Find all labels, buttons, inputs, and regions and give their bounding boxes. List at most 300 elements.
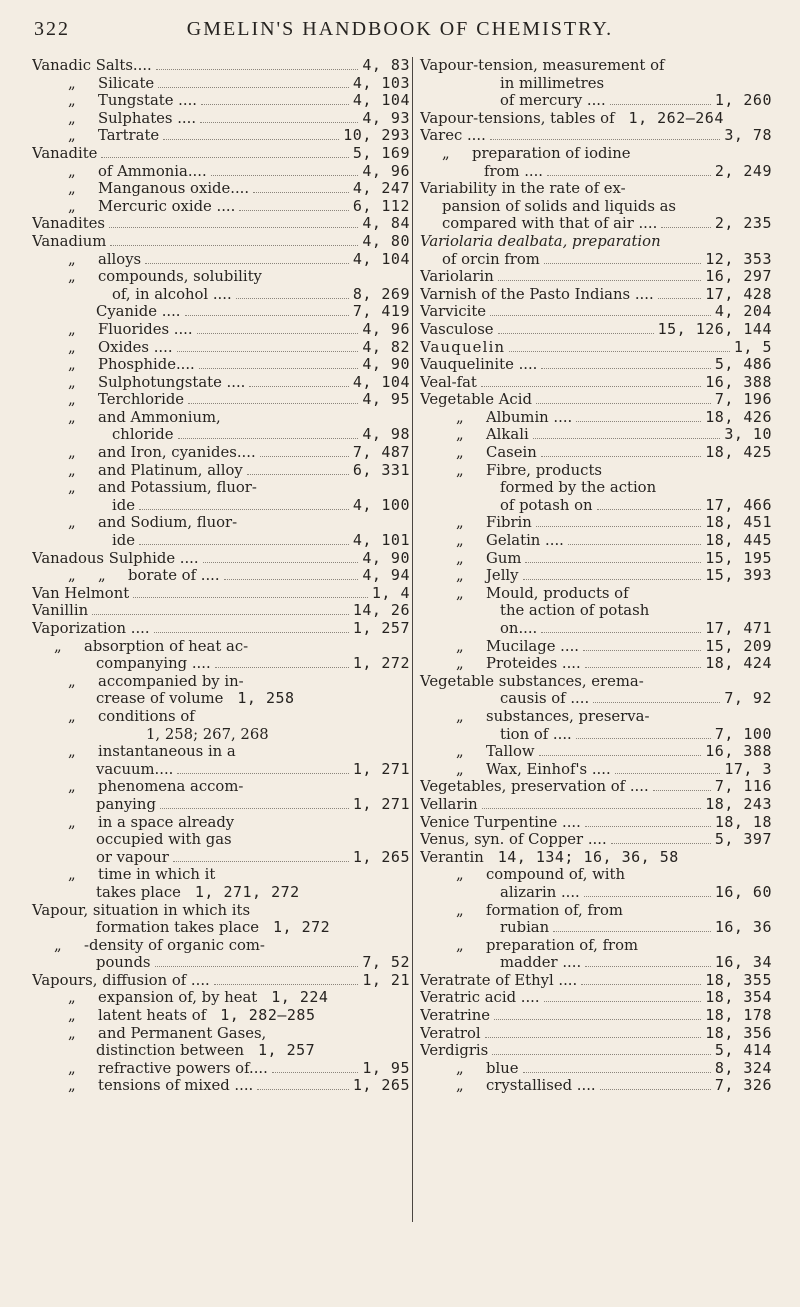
index-entry: [32, 620, 410, 638]
index-line: [420, 75, 772, 93]
entry-text: ide: [112, 532, 135, 550]
entry-text: and Iron, cyanides....: [98, 444, 256, 462]
entry-text: tensions of mixed ....: [98, 1077, 254, 1095]
entry-text: madder ....: [500, 954, 582, 972]
entry-text: distinction between: [96, 1042, 244, 1060]
entry-ref: 5, 486: [714, 356, 772, 374]
index-entry: „ alloys 4, 104: [68, 250, 410, 268]
entry-text: Veratrine: [420, 1007, 491, 1025]
index-line: „ and Potassium, fluor-: [68, 479, 257, 497]
index-entry: [32, 919, 410, 937]
index-line: [420, 479, 772, 497]
entry-text: Veal-fat: [420, 373, 477, 391]
entry-text: on....: [500, 620, 538, 637]
entry-text: Mercuric oxide ....: [98, 197, 236, 215]
entry-ref: 7, 92: [724, 690, 772, 708]
entry-ref: 4, 83: [362, 57, 410, 74]
entry-text: Gelatin ....: [486, 532, 564, 550]
entry-ref: 4, 98: [362, 426, 410, 444]
index-entry: „ latent heats of 1, 282—285: [68, 1007, 316, 1025]
index-entry: „ crystallised .... 7, 326: [456, 1077, 772, 1095]
index-entry: „ Silicate 4, 103: [68, 74, 410, 92]
index-entry: „ Proteides .... 18, 424: [456, 655, 772, 673]
entry-ref: 4, 104: [352, 373, 410, 391]
index-entry: [420, 778, 772, 796]
entry-text: Vasculose: [420, 320, 494, 338]
entry-text: Gum: [486, 549, 522, 567]
index-entry: „ Terchloride 4, 95: [68, 391, 410, 409]
index-entry: [420, 814, 772, 832]
entry-ref: 1, 21: [362, 971, 410, 989]
entry-ref: 1, 271, 272: [194, 883, 300, 901]
entry-text: preparation of, from: [486, 936, 639, 954]
entry-text: refractive powers of....: [98, 1059, 268, 1077]
entry-ref: 17, 428: [705, 285, 772, 303]
entry-text: the action of potash: [500, 602, 650, 620]
entry-text: Venice Turpentine ....: [420, 813, 581, 831]
entry-text: Vauquelin: [420, 338, 506, 356]
index-entry: [420, 110, 772, 128]
entry-ref: 4, 80: [362, 232, 410, 250]
entry-ref: 18, 425: [705, 444, 772, 462]
index-line: [32, 831, 410, 849]
index-entry: „ Mucilage .... 15, 209: [456, 637, 772, 655]
index-entry: [420, 303, 772, 321]
entry-text: Vanadites: [32, 215, 106, 233]
entry-text: Vapour-tension, measurement of: [420, 57, 665, 74]
entry-text: preparation of iodine: [472, 144, 631, 162]
index-entry: [420, 391, 772, 409]
entry-ref: 16, 60: [714, 883, 772, 901]
entry-text: Vapour-tensions, tables of: [420, 109, 615, 127]
entry-text: expansion of, by heat: [98, 989, 258, 1007]
entry-text: from ....: [484, 162, 544, 180]
entry-ref: 17, 466: [705, 496, 772, 514]
index-entry: [32, 1042, 410, 1060]
index-entry: [420, 1007, 772, 1025]
entry-ref: 4, 82: [362, 338, 410, 356]
entry-text: Van Helmont: [32, 584, 130, 602]
index-line: „ phenomena accom-: [68, 778, 244, 796]
entry-text: pansion of solids and liquids as: [442, 197, 677, 215]
entry-text: Jelly: [486, 567, 519, 585]
entry-ref: 4, 104: [352, 92, 410, 110]
entry-ref: 4, 96: [362, 320, 410, 338]
entry-text: Varvicite: [420, 303, 487, 321]
entry-ref: 2, 235: [714, 215, 772, 233]
entry-text: rubian: [500, 919, 550, 937]
entry-ref: 5, 414: [714, 1042, 772, 1060]
index-entry: [32, 796, 410, 814]
entry-ref: 1, 95: [362, 1059, 410, 1077]
entry-text: and Sodium, fluor-: [98, 514, 238, 532]
entry-text: Tartrate: [98, 127, 160, 145]
entry-ref: 1, 265: [352, 848, 410, 866]
entry-ref: 1, 224: [271, 989, 329, 1007]
index-line: [32, 902, 410, 920]
index-line: „ and Permanent Gases,: [68, 1024, 267, 1042]
index-entry: [32, 585, 410, 603]
entry-ref: 12, 353: [705, 250, 772, 268]
entry-text: Fibrin: [486, 514, 532, 532]
entry-text: alloys: [98, 250, 142, 268]
index-line: „ preparation of, from: [456, 936, 639, 954]
entry-ref: 15, 209: [705, 637, 772, 655]
entry-ref: 15, 126, 144: [657, 320, 772, 338]
entry-ref: 16, 388: [705, 743, 772, 761]
index-column-left: [32, 57, 410, 1095]
index-entry: „ blue 8, 324: [456, 1059, 772, 1077]
entry-text: formation of, from: [486, 901, 623, 919]
entry-ref: 1, 271: [352, 795, 410, 813]
entry-ref: 6, 331: [352, 461, 410, 479]
index-entry: „ Manganous oxide.... 4, 247: [68, 180, 410, 198]
entry-text: Venus, syn. of Copper ....: [420, 831, 607, 849]
index-entry: [32, 602, 410, 620]
entry-text: Mucilage ....: [486, 637, 580, 655]
index-line: [420, 233, 772, 251]
entry-text: accompanied by in-: [98, 672, 244, 690]
entry-text: Variability in the rate of ex-: [420, 180, 626, 198]
index-entry: [32, 426, 410, 444]
entry-text: companying ....: [96, 655, 211, 673]
entry-text: Varnish of the Pasto Indians ....: [420, 285, 654, 303]
entry-text: of orcin from: [442, 250, 540, 268]
entry-ref: 1, 258: [237, 690, 295, 708]
entry-ref: 14, 134; 16, 36, 58: [497, 848, 679, 866]
index-entry: [420, 92, 772, 110]
entry-ref: 5, 397: [714, 831, 772, 849]
index-entry: „ expansion of, by heat 1, 224: [68, 989, 329, 1007]
entry-text: chloride: [112, 426, 174, 444]
entry-ref: 7, 419: [352, 303, 410, 321]
index-column-right: [420, 57, 772, 1095]
entry-text: instantaneous in a: [98, 743, 236, 761]
entry-text: Veratric acid ....: [420, 989, 540, 1007]
entry-ref: 1, 4: [371, 584, 410, 602]
entry-ref: 16, 388: [705, 373, 772, 391]
index-entry: [420, 163, 772, 181]
index-entry: [420, 972, 772, 990]
entry-ref: 18, 178: [705, 1007, 772, 1025]
entry-ref: 4, 104: [352, 250, 410, 268]
entry-ref: 4, 90: [362, 549, 410, 567]
index-line: „ preparation of iodine: [442, 144, 631, 162]
entry-ref: 18, 426: [705, 408, 772, 426]
entry-text: Veratrate of Ethyl ....: [420, 971, 578, 989]
entry-ref: 18, 424: [705, 655, 772, 673]
entry-ref: 17, 3: [724, 760, 772, 778]
entry-ref: 2, 249: [714, 162, 772, 180]
entry-text: pounds: [96, 954, 151, 972]
index-line: „ and Sodium, fluor-: [68, 514, 238, 532]
index-entry: „ Gelatin .... 18, 445: [456, 532, 772, 550]
index-line: [420, 602, 772, 620]
entry-text: of Ammonia....: [98, 162, 207, 180]
entry-text: Vanillin: [32, 602, 89, 620]
entry-ref: 4, 94: [362, 567, 410, 585]
entry-text: tion of ....: [500, 725, 572, 743]
entry-text: Manganous oxide....: [98, 180, 250, 198]
entry-text: Verantin: [420, 848, 484, 866]
index-line: [420, 198, 772, 216]
entry-text: alizarin ....: [500, 883, 580, 901]
index-entry: [32, 145, 410, 163]
index-entry: [420, 831, 772, 849]
entry-ref: 5, 169: [352, 144, 410, 162]
entry-ref: 1, 271: [352, 760, 410, 778]
index-entry: [32, 532, 410, 550]
entry-text: Mould, products of: [486, 584, 629, 602]
index-entry: [32, 303, 410, 321]
entry-ref: 4, 101: [352, 532, 410, 550]
index-entry: [32, 690, 410, 708]
index-entry: „ Fibrin 18, 451: [456, 514, 772, 532]
index-line: „ and Ammonium,: [68, 408, 221, 426]
index-entry: [420, 849, 772, 867]
index-entry: [420, 884, 772, 902]
entry-text: absorption of heat ac-: [84, 637, 249, 655]
entry-text: and Permanent Gases,: [98, 1024, 267, 1042]
entry-ref: 7, 116: [714, 778, 772, 796]
index-entry: „ Alkali 3, 10: [456, 426, 772, 444]
index-line: [420, 57, 772, 75]
entry-text: Phosphide....: [98, 356, 195, 374]
index-entry: „ Phosphide.... 4, 90: [68, 356, 410, 374]
index-entry: [420, 989, 772, 1007]
index-entry: [420, 497, 772, 515]
page-header: [0, 12, 800, 42]
entry-ref: 4, 247: [352, 180, 410, 198]
entry-ref: 7, 487: [352, 444, 410, 462]
entry-ref: 6, 112: [352, 197, 410, 215]
index-entry: „ Tungstate .... 4, 104: [68, 92, 410, 110]
entry-text: Vegetable Acid: [420, 391, 532, 409]
entry-ref: 3, 10: [724, 426, 772, 444]
index-entry: „ Jelly 15, 393: [456, 567, 772, 585]
entry-ref: 4, 96: [362, 162, 410, 180]
entry-text: in millimetres: [500, 74, 605, 92]
entry-text: crystallised ....: [486, 1077, 596, 1095]
entry-ref: 14, 26: [352, 602, 410, 620]
page-title: GMELIN'S HANDBOOK OF CHEMISTRY.: [186, 18, 614, 40]
entry-text: phenomena accom-: [98, 778, 244, 796]
index-entry: „ Fluorides .... 4, 96: [68, 320, 410, 338]
entry-text: occupied with gas: [96, 831, 232, 849]
index-entry: „ Tartrate 10, 293: [68, 127, 410, 145]
index-entry: [420, 620, 772, 638]
index-entry: [420, 127, 772, 145]
entry-ref: 3, 78: [724, 127, 772, 145]
entry-ref: 4, 103: [352, 74, 410, 92]
entry-ref: 7, 52: [362, 954, 410, 972]
entry-text: Variolaria dealbata, preparation: [420, 232, 661, 250]
entry-text: Tungstate ....: [98, 92, 197, 110]
entry-ref: 18, 445: [705, 532, 772, 550]
entry-ref: 1, 262—264: [628, 109, 724, 127]
entry-text: Terchloride: [98, 391, 185, 409]
entry-text: Cyanide ....: [96, 303, 181, 321]
entry-text: Sulphates ....: [98, 109, 197, 127]
entry-text: substances, preserva-: [486, 707, 650, 725]
entry-ref: 16, 297: [705, 268, 772, 286]
entry-ref: 4, 95: [362, 391, 410, 409]
index-entry: „ Gum 15, 195: [456, 549, 772, 567]
entry-ref: 15, 393: [705, 567, 772, 585]
index-entry: [420, 796, 772, 814]
entry-ref: 1, 257: [352, 620, 410, 637]
entry-text: Fluorides ....: [98, 320, 193, 338]
entry-text: Vanadous Sulphide ....: [32, 549, 199, 567]
entry-ref: 1, 282—285: [220, 1007, 316, 1025]
entry-ref: 18, 451: [705, 514, 772, 532]
index-entry: [32, 497, 410, 515]
index-entry: „ tensions of mixed .... 1, 265: [68, 1077, 410, 1095]
entry-text: compounds, solubility: [98, 268, 262, 286]
entry-text: panying: [96, 795, 156, 813]
index-entry: [420, 339, 772, 357]
index-entry: [420, 321, 772, 339]
index-entry: „ „ borate of .... 4, 94: [68, 567, 410, 585]
index-entry: [32, 655, 410, 673]
entry-text: Wax, Einhof's ....: [486, 760, 611, 778]
index-line: „ compounds, solubility: [68, 268, 262, 286]
entry-text: of, in alcohol ....: [112, 285, 232, 303]
entry-text: -density of organic com-: [84, 936, 265, 954]
index-entry: [32, 954, 410, 972]
entry-text: Veratrol: [420, 1024, 481, 1042]
entry-text: Vapours, diffusion of ....: [32, 971, 210, 989]
entry-text: Casein: [486, 444, 537, 462]
entry-text: Oxides ....: [98, 338, 173, 356]
index-entry: „ of Ammonia.... 4, 96: [68, 162, 410, 180]
column-divider: [412, 57, 413, 1222]
entry-ref: 1, 260: [714, 92, 772, 110]
index-entry: „ Oxides .... 4, 82: [68, 338, 410, 356]
index-entry: „ Albumin .... 18, 426: [456, 408, 772, 426]
entry-ref: 7, 100: [714, 725, 772, 743]
index-entry: [32, 972, 410, 990]
index-entry: [32, 233, 410, 251]
index-line: [420, 673, 772, 691]
index-line: [420, 180, 772, 198]
index-entry: [32, 215, 410, 233]
entry-ref: 18, 356: [705, 1024, 772, 1042]
entry-ref: 16, 34: [714, 954, 772, 972]
entry-text: Vegetables, preservation of ....: [420, 778, 649, 796]
entry-ref: 1, 265: [352, 1077, 410, 1095]
entry-text: vacuum....: [96, 760, 174, 778]
entry-text: Verdigris: [420, 1042, 489, 1060]
entry-text: in a space already: [98, 813, 235, 831]
entry-text: Alkali: [486, 426, 529, 444]
entry-text: and Platinum, alloy: [98, 461, 243, 479]
entry-text: Proteides ....: [486, 655, 581, 673]
index-entry: [420, 356, 772, 374]
index-line: „ instantaneous in a: [68, 743, 236, 761]
entry-ref: 18, 354: [705, 989, 772, 1007]
entry-ref: 1, 5: [733, 338, 772, 356]
entry-text: takes place: [96, 883, 181, 901]
entry-ref: 18, 243: [705, 795, 772, 813]
entry-ref: 4, 90: [362, 356, 410, 374]
entry-text: Albumin ....: [486, 408, 573, 426]
index-entry: [420, 286, 772, 304]
index-line: „ time in which it: [68, 866, 216, 884]
entry-ref: 1, 272: [273, 919, 331, 937]
entry-ref: 1, 272: [352, 655, 410, 673]
entry-text: compound of, with: [486, 866, 625, 884]
index-entry: „ Wax, Einhof's .... 17, 3: [456, 760, 772, 778]
entry-ref: 4, 204: [714, 303, 772, 321]
index-entry: [420, 1025, 772, 1043]
entry-text: Vauquelinite ....: [420, 356, 538, 374]
index-line: „ -density of organic com-: [54, 936, 265, 954]
index-entry: [420, 215, 772, 233]
entry-text: or vapour: [96, 848, 169, 866]
entry-ref: 8, 324: [714, 1059, 772, 1077]
index-line: „ in a space already: [68, 813, 235, 831]
index-line: „ Fibre, products: [456, 461, 602, 479]
entry-text: of mercury ....: [500, 92, 606, 110]
entry-text: Tallow: [486, 743, 535, 761]
index-line: „ Mould, products of: [456, 584, 629, 602]
index-entry: [420, 690, 772, 708]
index-line: „ substances, preserva-: [456, 707, 650, 725]
entry-text: Variolarin: [420, 268, 494, 286]
index-entry: [32, 849, 410, 867]
entry-ref: 8, 269: [352, 285, 410, 303]
index-entry: [32, 884, 410, 902]
index-entry: [420, 726, 772, 744]
entry-text: ide: [112, 496, 135, 514]
entry-text: of potash on: [500, 496, 593, 514]
index-entry: „ refractive powers of.... 1, 95: [68, 1059, 410, 1077]
entry-text: Silicate: [98, 74, 155, 92]
index-entry: [420, 374, 772, 392]
index-entry: [32, 286, 410, 304]
entry-text: Vapour, situation in which its: [32, 901, 251, 919]
entry-text: Vegetable substances, erema-: [420, 672, 644, 690]
entry-text: Sulphotungstate ....: [98, 373, 246, 391]
entry-text: formation takes place: [96, 919, 259, 937]
index-entry: [420, 1042, 772, 1060]
entry-ref: 7, 196: [714, 391, 772, 409]
entry-ref: 10, 293: [343, 127, 410, 145]
entry-ref: 17, 471: [705, 620, 772, 637]
entry-ref: 1, 258; 267, 268: [146, 725, 269, 743]
entry-text: time in which it: [98, 866, 216, 884]
entry-ref: 4, 84: [362, 215, 410, 233]
entry-ref: 18, 355: [705, 971, 772, 989]
index-entry: [32, 761, 410, 779]
entry-text: Varec ....: [420, 127, 486, 145]
entry-text: Fibre, products: [486, 461, 602, 479]
index-entry: [32, 57, 410, 75]
entry-text: latent heats of: [98, 1007, 207, 1025]
index-line: „ formation of, from: [456, 901, 623, 919]
index-line: [32, 726, 410, 744]
entry-text: Vanadic Salts....: [32, 57, 152, 74]
entry-ref: 4, 100: [352, 496, 410, 514]
index-entry: [32, 550, 410, 568]
index-entry: „ Sulphotungstate .... 4, 104: [68, 373, 410, 391]
index-entry: „ and Platinum, alloy 6, 331: [68, 461, 410, 479]
entry-ref: 15, 195: [705, 549, 772, 567]
entry-text: conditions of: [98, 707, 195, 725]
entry-text: crease of volume: [96, 690, 224, 708]
index-entry: „ and Iron, cyanides.... 7, 487: [68, 444, 410, 462]
